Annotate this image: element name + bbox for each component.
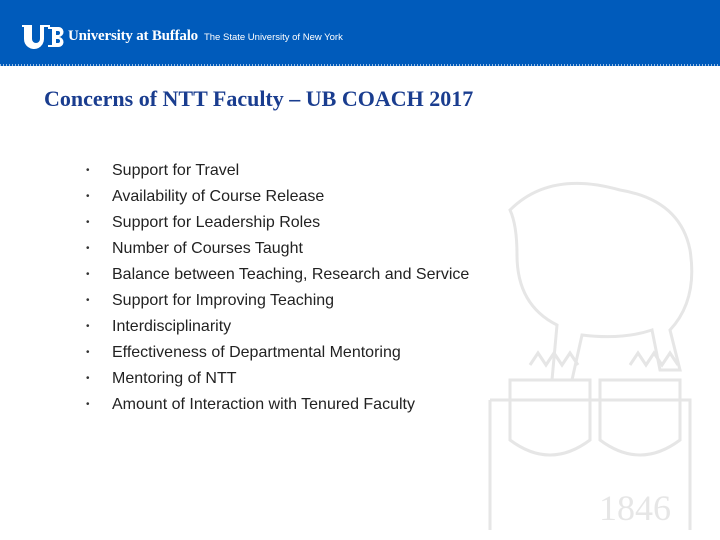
bullet-dot: • bbox=[86, 399, 90, 410]
bullet-dot: • bbox=[86, 243, 90, 254]
bullet-text: Effectiveness of Departmental Mentoring bbox=[112, 344, 401, 361]
bullet-text: Support for Improving Teaching bbox=[112, 292, 335, 309]
bullet-text: Amount of Interaction with Tenured Faculty bbox=[112, 396, 415, 413]
bullet-dot: • bbox=[86, 165, 90, 176]
buffalo-seal-watermark bbox=[470, 150, 720, 540]
bullet-dot: • bbox=[86, 191, 90, 202]
bullet-dot: • bbox=[86, 347, 90, 358]
bullet-text: Support for Leadership Roles bbox=[112, 214, 321, 231]
bullet-text: Interdisciplinarity bbox=[112, 318, 232, 335]
header-bar bbox=[0, 0, 720, 66]
bullet-dot: • bbox=[86, 295, 90, 306]
bullet-text: Number of Courses Taught bbox=[112, 240, 303, 257]
logo-university-name: University at Buffalo bbox=[68, 27, 198, 44]
ub-monogram-icon bbox=[20, 23, 64, 49]
header-divider bbox=[0, 64, 720, 66]
bullet-text: Availability of Course Release bbox=[112, 188, 325, 205]
slide-title: Concerns of NTT Faculty – UB COACH 2017 bbox=[44, 86, 474, 111]
ub-logo bbox=[20, 22, 343, 50]
seal-year: 1846 bbox=[599, 488, 671, 528]
logo-state-name: The State University of New York bbox=[203, 31, 343, 43]
bullet-dot: • bbox=[86, 373, 90, 384]
bullet-dot: • bbox=[86, 269, 90, 280]
bullet-text: Balance between Teaching, Research and Service bbox=[112, 266, 470, 283]
bullet-dot: • bbox=[86, 217, 90, 228]
bullet-text: Support for Travel bbox=[112, 162, 240, 179]
bullet-text: Mentoring of NTT bbox=[112, 370, 237, 387]
bullet-dot: • bbox=[86, 321, 90, 332]
